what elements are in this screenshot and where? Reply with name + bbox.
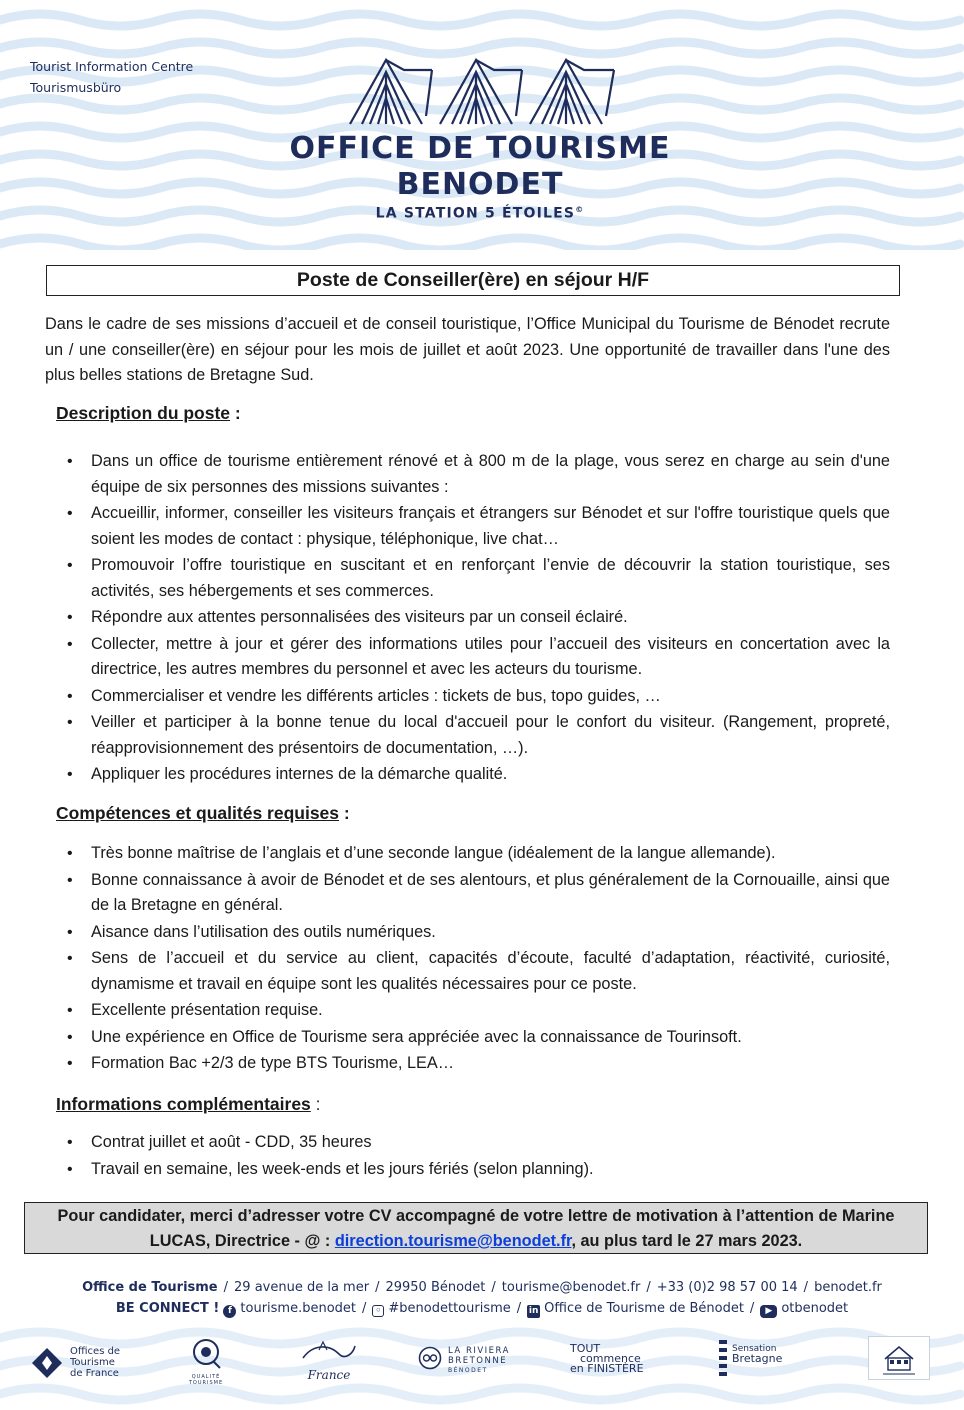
bretagne-line2: Bretagne: [732, 1352, 783, 1365]
footer-contact-line: [0, 1280, 964, 1295]
logo-office-de-tourisme: OFFICE DE TOURISME: [289, 131, 671, 166]
logo-registered-mark: ©: [575, 205, 585, 214]
linkedin-link[interactable]: [527, 1301, 744, 1316]
offices-line3: de France: [70, 1368, 119, 1379]
beach-huts-logo-icon: [342, 54, 624, 126]
section-heading-info: [56, 1094, 321, 1115]
list-item: • Aisance dans l’utilisation des outils numériques.: [91, 920, 890, 946]
tourisme-handicap-logo: [868, 1336, 930, 1380]
footer-separator: /: [375, 1280, 380, 1295]
offices-line1: Offices de: [70, 1346, 121, 1357]
logo-benodet: BENODET: [396, 167, 564, 202]
riviera-bretonne-icon: [418, 1346, 442, 1370]
info-heading-text: Informations complémentaires: [56, 1094, 311, 1114]
france-logo: [294, 1340, 364, 1382]
info-list: [91, 1130, 890, 1183]
list-item: • Sens de l’accueil et du service au client, capacités d’écoute, faculté d’adaptation, réactivité, curiosité, dynamisme et travail en équipe sont les qualités nécessaires pour ce poste.: [91, 946, 890, 997]
footer-email[interactable]: tourisme@benodet.fr: [501, 1280, 641, 1295]
footer-separator: /: [803, 1280, 809, 1295]
apply-email-link[interactable]: direction.tourisme@benodet.fr: [334, 1232, 572, 1250]
footer-phone[interactable]: +33 (0)2 98 57 00 14: [656, 1280, 798, 1295]
riviera-line3: BÉNODET: [448, 1367, 488, 1374]
list-item: • Veiller et participer à la bonne tenue du local d'accueil pour le confort du visiteur. (Rangement, propreté, réapprovisionnement des présentoirs de documentation, …).: [91, 710, 890, 761]
youtube-handle: otbenodet: [781, 1301, 849, 1316]
list-item: • Formation Bac +2/3 de type BTS Tourisme, LEA…: [91, 1051, 890, 1077]
instagram-link[interactable]: [372, 1301, 510, 1316]
linkedin-icon: in: [528, 1306, 539, 1316]
finistere-line1: TOUT: [570, 1342, 601, 1355]
offices-line2: Tourisme: [70, 1357, 115, 1368]
sensation-bretagne-stripes-icon: [718, 1338, 728, 1380]
list-item: • Très bonne maîtrise de l’anglais et d’une seconde langue (idéalement de la langue allemande).: [91, 841, 890, 867]
list-item: • Appliquer les procédures internes de la démarche qualité.: [91, 762, 890, 788]
youtube-link[interactable]: [760, 1301, 848, 1316]
facebook-handle: tourisme.benodet: [240, 1301, 357, 1316]
list-item: • Promouvoir l’offre touristique en suscitant et en renforçant l’envie de découvrir la station touristique, ses activités, ses hébergements et ses commerces.: [91, 553, 890, 604]
footer-separator: /: [223, 1280, 229, 1295]
footer-separator: /: [491, 1280, 496, 1295]
tagline-german: Tourismusbüro: [30, 80, 122, 95]
facebook-link[interactable]: [223, 1301, 356, 1316]
footer-separator: /: [646, 1280, 651, 1295]
footer-website[interactable]: benodet.fr: [814, 1280, 882, 1295]
header-tagline: [30, 56, 193, 98]
list-item: • Contrat juillet et août - CDD, 35 heures: [91, 1130, 890, 1156]
riviera-line2: BRETONNE: [448, 1356, 508, 1366]
apply-callout: [24, 1202, 928, 1254]
linkedin-handle: Office de Tourisme de Bénodet: [544, 1301, 744, 1316]
list-item: • Dans un office de tourisme entièrement rénové et à 800 m de la plage, vous serez en charge au sein d'une équipe de six personnes des missions suivantes :: [91, 449, 890, 500]
footer-connect-label: BE CONNECT !: [115, 1301, 220, 1316]
apply-text-after: , au plus tard le 27 mars 2023.: [571, 1232, 803, 1250]
footer-separator: /: [516, 1301, 522, 1316]
list-item: • Commercialiser et vendre les différents articles : tickets de bus, topo guides, …: [91, 684, 890, 710]
tout-commence-en-finistere-logo: [570, 1344, 660, 1374]
list-item: • Accueillir, informer, conseiller les visiteurs français et étrangers sur Bénodet et sur l'offre touristique quels que soient les modes de contact : physique, téléphonique, live chat…: [91, 501, 890, 552]
france-label: France: [307, 1368, 351, 1382]
footer-separator: /: [749, 1301, 755, 1316]
youtube-icon: ▶: [760, 1305, 777, 1318]
list-item: • Bonne connaissance à avoir de Bénodet et de ses alentours, et plus généralement de la Cornouaille, ainsi que de la Bretagne en général.: [91, 868, 890, 919]
section-heading-skills: [56, 803, 350, 824]
footer-city: 29950 Bénodet: [385, 1280, 486, 1295]
list-item: • Excellente présentation requise.: [91, 998, 890, 1024]
footer-social-line: [0, 1301, 964, 1318]
skills-heading-colon: :: [339, 803, 350, 823]
description-list: [91, 449, 890, 789]
footer-separator: /: [362, 1301, 367, 1316]
apply-text-before: Pour candidater, merci d’adresser votre CV accompagné de votre lettre de motivation à l’attention de Marine LUCAS, Directrice - @ :: [57, 1207, 895, 1250]
facebook-icon: f: [223, 1305, 236, 1318]
skills-heading-text: Compétences et qualités requises: [56, 803, 340, 823]
logo-station-5-etoiles: [240, 205, 720, 222]
qualite-label: QUALITÉ TOURISME: [188, 1374, 224, 1386]
instagram-icon: ◦: [372, 1305, 384, 1317]
qualite-tourisme-icon: [186, 1336, 226, 1370]
riviera-line1: LA RIVIERA: [448, 1346, 510, 1356]
list-item: • Répondre aux attentes personnalisées des visiteurs par un conseil éclairé.: [91, 605, 890, 631]
description-heading-colon: :: [230, 403, 241, 423]
instagram-handle: #benodettourisme: [388, 1301, 511, 1316]
partner-logos: [0, 1334, 964, 1394]
description-heading-text: Description du poste: [56, 403, 231, 423]
section-heading-description: [56, 403, 241, 424]
intro-paragraph: Dans le cadre de ses missions d’accueil et de conseil touristique, l’Office Municipal du Tourisme de Bénodet recrute un / une conseiller(ère) en séjour pour les mois de juillet et août 2023. Une opportunité de travailler dans l'une des plus belles stations de Bretagne Sud.: [45, 315, 890, 384]
page-title: Poste de Conseiller(ère) en séjour H/F: [46, 265, 900, 296]
finistere-line2: commence: [580, 1352, 641, 1365]
tourisme-handicap-icon: [869, 1337, 929, 1379]
logo-station-text: LA STATION 5 ÉTOILES: [375, 205, 576, 222]
list-item: • Une expérience en Office de Tourisme sera appréciée avec la connaissance de Tourinsoft.: [91, 1025, 890, 1051]
france-swirl-icon: [299, 1340, 359, 1364]
list-item: • Collecter, mettre à jour et gérer des informations utiles pour l’accueil des visiteurs en concertation avec la directrice, les autres membres du personnel et avec les acteurs du tourisme.: [91, 632, 890, 683]
offices-de-tourisme-icon: [30, 1346, 64, 1380]
tagline-english: Tourist Information Centre: [30, 59, 194, 74]
qualite-tourisme-logo: [176, 1336, 236, 1386]
skills-list: [91, 841, 890, 1078]
bretagne-line1: Sensation: [732, 1344, 777, 1354]
footer-address: 29 avenue de la mer: [234, 1280, 370, 1295]
footer-org: Office de Tourisme: [82, 1280, 218, 1295]
list-item: • Travail en semaine, les week-ends et les jours fériés (selon planning).: [91, 1157, 890, 1183]
finistere-line3: en FINISTÈRE: [570, 1362, 644, 1375]
info-heading-colon: :: [310, 1094, 321, 1114]
